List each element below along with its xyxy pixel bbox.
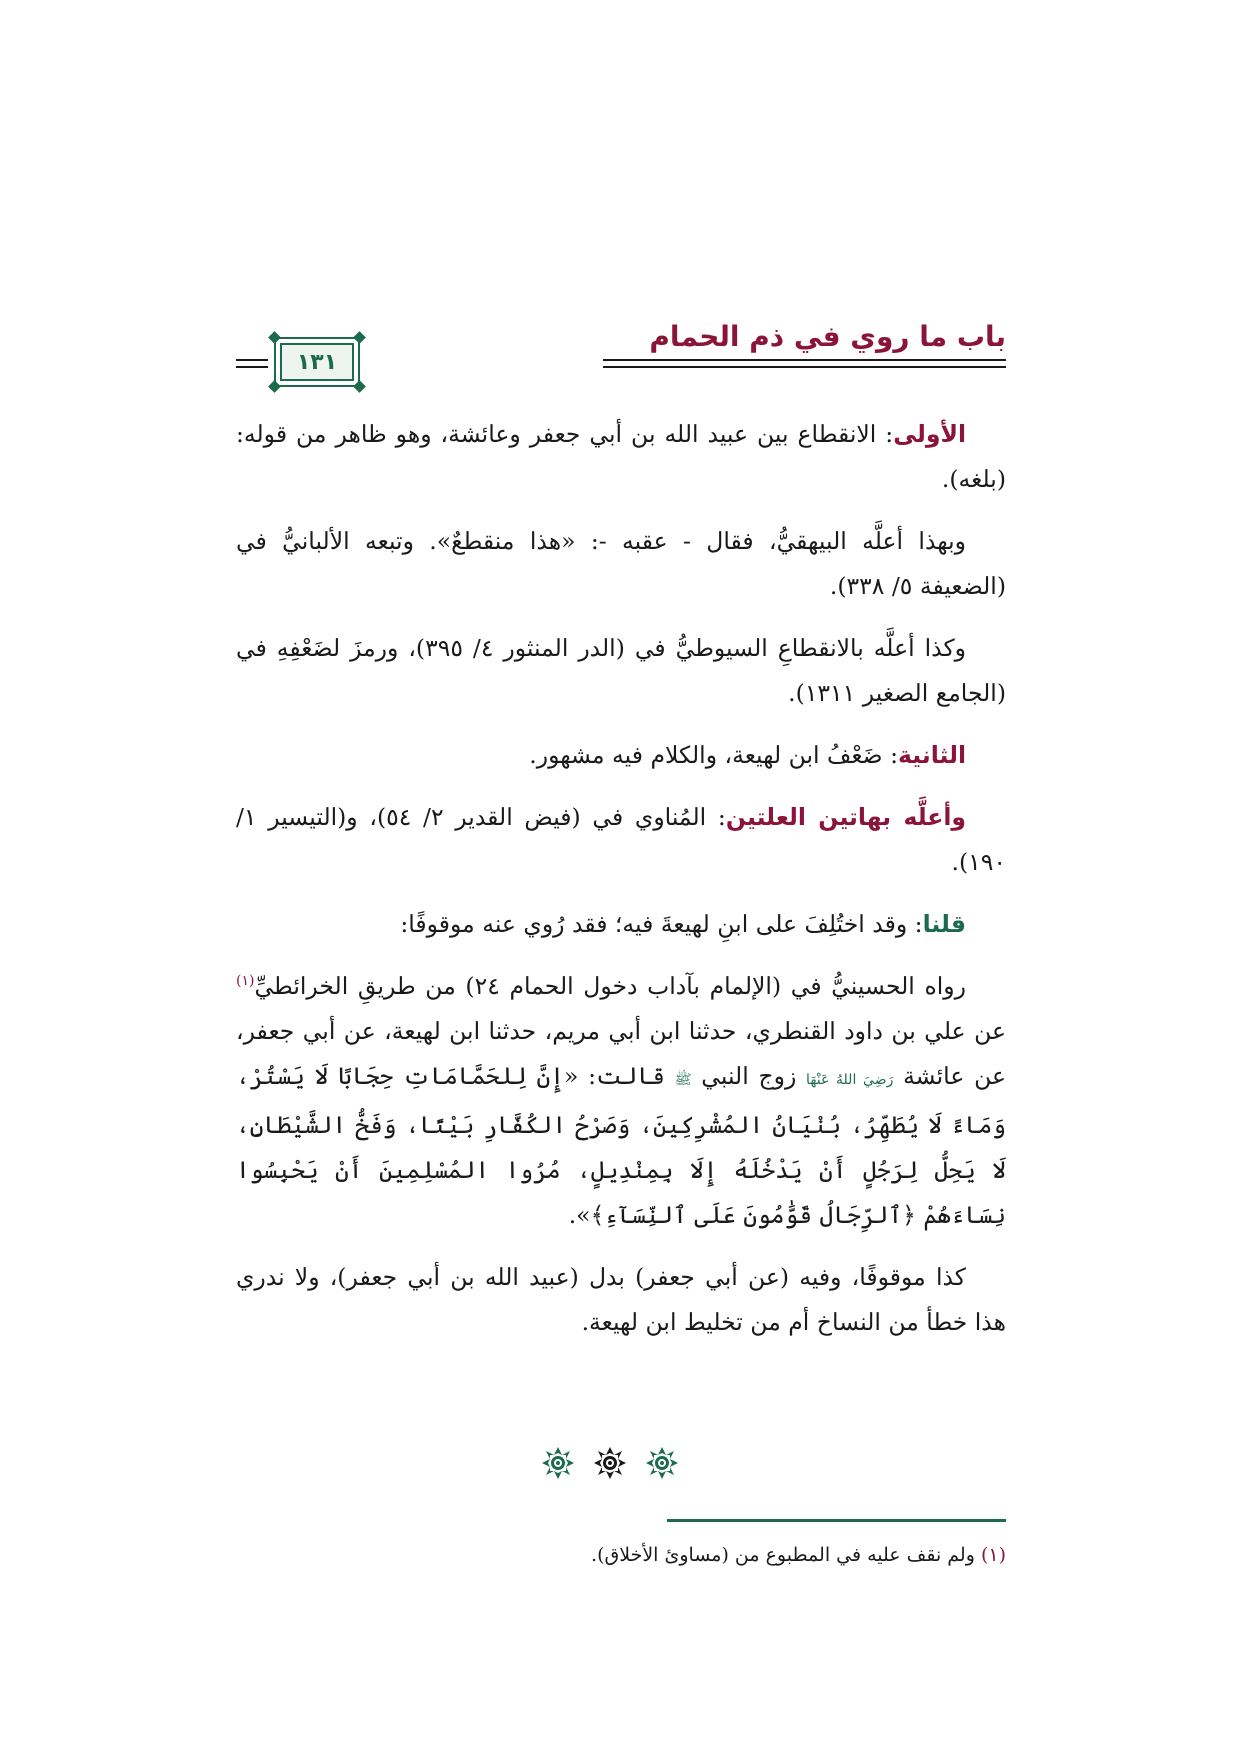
paragraph-text: : وقد اختُلِفَ على ابنِ لهيعةَ فيه؛ فقد رُوي عنه موقوفًا: bbox=[400, 910, 923, 938]
narration-part: رواه الحسينيُّ في (الإلمام بآداب دخول الحمام ٢٤) من طريقِ الخرائطيِّ bbox=[254, 972, 966, 1000]
label-qulna: قلنا bbox=[922, 910, 966, 938]
footnote-text: ولم نقف عليه في المطبوع من (مساوئ الأخلاق). bbox=[591, 1544, 981, 1566]
paragraph-narration bbox=[236, 964, 1006, 1238]
frame-corner bbox=[353, 380, 366, 393]
footnote bbox=[236, 1540, 1006, 1570]
section-ornament bbox=[520, 1446, 700, 1486]
paragraph-text: كذا موقوفًا، وفيه (عن أبي جعفر) بدل (عبيد الله بن أبي جعفر)، ولا ندري هذا خطأ من النساخ أم من تخليط ابن لهيعة. bbox=[236, 1263, 1006, 1336]
narration-part: زوج النبي bbox=[691, 1062, 807, 1090]
label-two-reasons: وأعلَّه بهاتين العلتين bbox=[725, 803, 967, 831]
paragraph-first-reason bbox=[236, 412, 1006, 502]
quran-verse: ﴿ٱلرِّجَالُ قَوَّٰمُونَ عَلَى ٱلنِّسَآءِ﴾ bbox=[590, 1201, 916, 1229]
narration-part: عن علي بن داود القنطري، حدثنا ابن أبي مريم، حدثنا ابن لهيعة، عن أبي جعفر، عن عائشة bbox=[236, 1017, 1006, 1090]
header-rule-left bbox=[236, 359, 268, 368]
frame-corner bbox=[268, 331, 281, 344]
footnote-number: (١) bbox=[980, 1544, 1006, 1566]
paragraph-text: : الانقطاع بين عبيد الله بن أبي جعفر وعائشة، وهو ظاهر من قوله: (بلغه). bbox=[236, 420, 1006, 493]
label-second: الثانية bbox=[898, 741, 966, 769]
page-frame-icon bbox=[274, 337, 360, 387]
label-first: الأولى bbox=[893, 420, 966, 448]
paragraph-text: وبهذا أعلَّه البيهقيُّ، فقال - عقبه -: «هذا منقطعٌ». وتبعه الألبانيُّ في (الضعيفة ٥/ ٣٣٨). bbox=[236, 527, 1006, 600]
page-number: ١٣١ bbox=[296, 349, 338, 375]
paragraph-qulna bbox=[236, 902, 1006, 947]
narration-part: ». bbox=[568, 1201, 591, 1229]
paragraph-text: : ضَعْفُ ابن لهيعة، والكلام فيه مشهور. bbox=[529, 741, 899, 769]
ornament-flower-icon bbox=[593, 1446, 627, 1480]
ornament-flower-icon bbox=[541, 1446, 575, 1480]
paragraph-bayhaqi bbox=[236, 519, 1006, 609]
footnote-reference[interactable]: (١) bbox=[236, 973, 255, 990]
ornament-flower-icon bbox=[645, 1446, 679, 1480]
header-rule-right bbox=[603, 359, 1006, 368]
page-header bbox=[236, 300, 1006, 390]
paragraph-two-reasons bbox=[236, 795, 1006, 885]
paragraph-text: وكذا أعلَّه بالانقطاعِ السيوطيُّ في (الدر المنثور ٤/ ٣٩٥)، ورمزَ لضَعْفِهِ في (الجامع الصغير ١٣١١). bbox=[236, 634, 1006, 707]
page-frame-inner bbox=[280, 343, 354, 381]
footnote-rule bbox=[667, 1519, 1006, 1522]
paragraph-conclusion bbox=[236, 1255, 1006, 1345]
frame-corner bbox=[268, 380, 281, 393]
body-text bbox=[236, 412, 1006, 1362]
paragraph-second-reason bbox=[236, 733, 1006, 778]
honorific-glyph: رَضِيَ اللهُ عَنْهَا bbox=[806, 1072, 894, 1088]
running-title: باب ما روي في ذم الحمام bbox=[649, 320, 1006, 353]
narration-part: قالت: «إِنَّ لِلحَمَّامَاتِ حِجَابًا لَا يَسْتُرْ، وَمَاءً لَا يُطَهِّرُ، بُنْيَانُ المُشْرِكِينَ، وَصَرْحُ الكُفَّارِ بَيْتًا، وَفَخُّ الشَّيْطَانِ، لَا يَحِلُّ لِرَجُلٍ أَنْ يَدْخُلَهُ إِلَا بِمِنْدِيلٍ، مُرُوا المُسْلِمِينَ أَنْ يَحْبِسُوا نِسَاءَهُمْ bbox=[236, 1062, 1006, 1229]
paragraph-text: : المُناوي في (فيض القدير ٢/ ٥٤)، و(التيسير ١/ ١٩٠). bbox=[236, 803, 1006, 876]
paragraph-suyuti bbox=[236, 626, 1006, 716]
frame-corner bbox=[353, 331, 366, 344]
salawat-glyph: ﷺ bbox=[674, 1072, 692, 1088]
